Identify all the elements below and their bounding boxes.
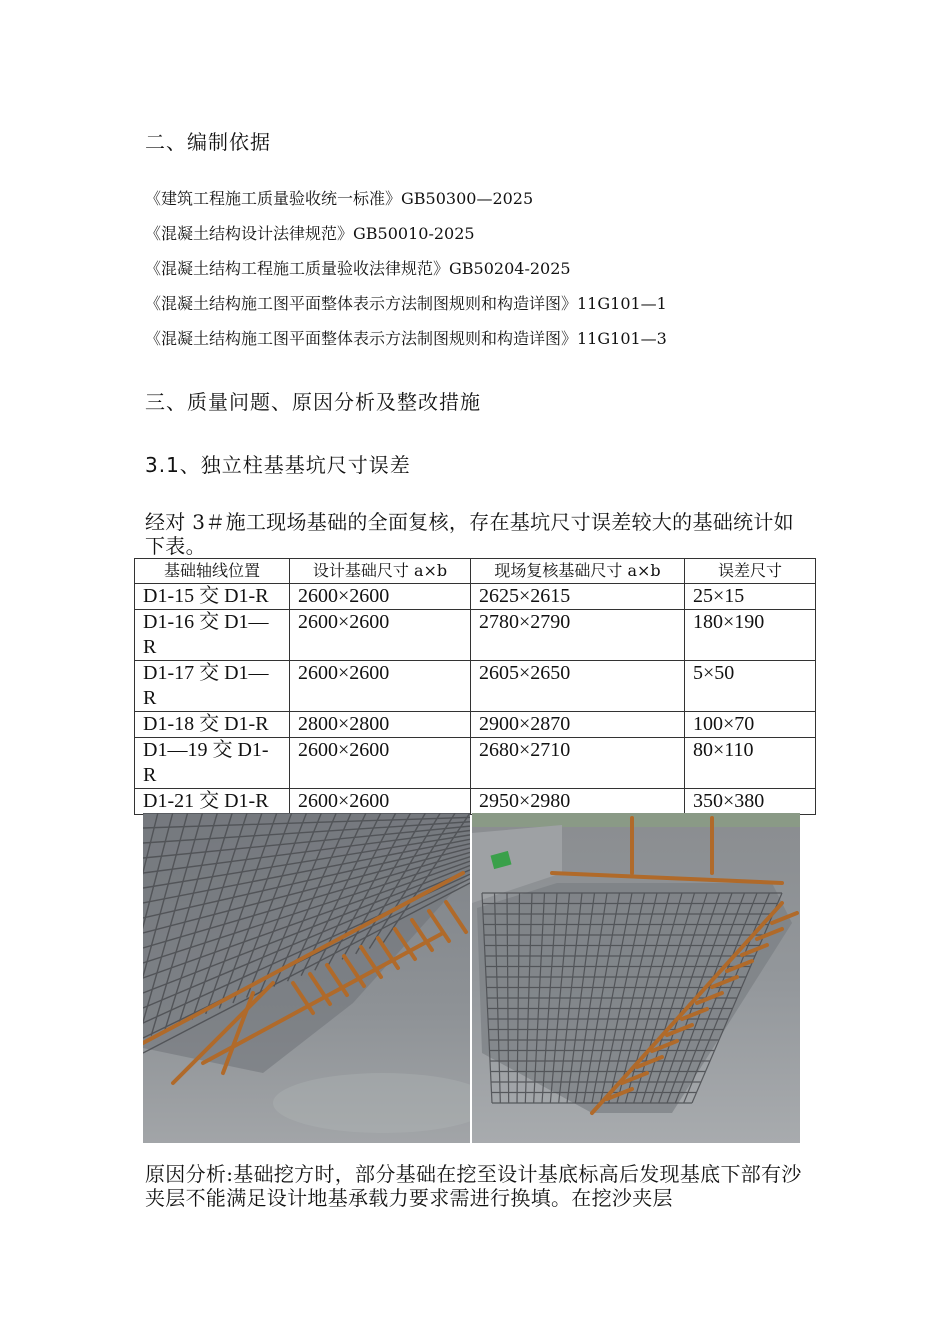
table-cell: 2950×2980	[471, 789, 685, 815]
table-cell: 2780×2790	[471, 610, 685, 661]
cause-analysis-paragraph: 原因分析:基础挖方时，部分基础在挖至设计基底标高后发现基底下部有沙夹层不能满足设计地基承载力要求需进行换填。在挖沙夹层	[145, 1162, 802, 1210]
reference-item: 《混凝土结构施工图平面整体表示方法制图规则和构造详图》11G101—1	[145, 294, 667, 313]
table-cell: 2600×2600	[290, 738, 471, 789]
table-cell: D1-21 交 D1-R	[135, 789, 290, 815]
table-cell: 2600×2600	[290, 584, 471, 610]
reference-item: 《建筑工程施工质量验收统一标准》GB50300—2025	[145, 189, 534, 208]
table-cell: 2625×2615	[471, 584, 685, 610]
column-header: 现场复核基础尺寸 a×b	[471, 559, 685, 584]
table-cell: D1-17 交 D1—R	[135, 661, 290, 712]
table-cell: 2600×2600	[290, 610, 471, 661]
table-cell: 25×15	[685, 584, 816, 610]
table-cell: 80×110	[685, 738, 816, 789]
table-cell: 2600×2600	[290, 789, 471, 815]
site-photos	[143, 813, 800, 1143]
table-row	[135, 661, 816, 712]
column-header: 误差尺寸	[685, 559, 816, 584]
section-heading-quality: 三、质量问题、原因分析及整改措施	[145, 390, 481, 414]
table-cell: 2600×2600	[290, 661, 471, 712]
table-cell: 2680×2710	[471, 738, 685, 789]
table-cell: D1-15 交 D1-R	[135, 584, 290, 610]
reference-list	[145, 188, 667, 363]
table-cell: 2800×2800	[290, 712, 471, 738]
subsection-heading-3-1: 3.1、独立柱基基坑尺寸误差	[145, 453, 411, 477]
rebar-mesh-photo-left	[143, 813, 470, 1143]
dimension-error-table	[134, 558, 816, 815]
rebar-mesh-photo-right	[472, 813, 800, 1143]
table-cell: 2900×2870	[471, 712, 685, 738]
table-row	[135, 610, 816, 661]
table-cell: D1-16 交 D1—R	[135, 610, 290, 661]
table-cell: D1—19 交 D1-R	[135, 738, 290, 789]
table-row	[135, 712, 816, 738]
reference-item: 《混凝土结构设计法律规范》GB50010-2025	[145, 224, 475, 243]
section-heading-basis: 二、编制依据	[145, 130, 271, 154]
table-header-row	[135, 559, 816, 584]
rebar-mesh-photo-left-image	[143, 813, 470, 1143]
reference-item: 《混凝土结构施工图平面整体表示方法制图规则和构造详图》11G101—3	[145, 329, 667, 348]
rebar-mesh-photo-right-image	[472, 813, 800, 1143]
table-row	[135, 789, 816, 815]
table-cell: 180×190	[685, 610, 816, 661]
column-header: 设计基础尺寸 a×b	[290, 559, 471, 584]
table-cell: 350×380	[685, 789, 816, 815]
intro-paragraph: 经对 3＃施工现场基础的全面复核，存在基坑尺寸误差较大的基础统计如下表。	[145, 510, 794, 558]
table-row	[135, 584, 816, 610]
reference-item: 《混凝土结构工程施工质量验收法律规范》GB50204-2025	[145, 259, 571, 278]
table-cell: 100×70	[685, 712, 816, 738]
column-header: 基础轴线位置	[135, 559, 290, 584]
table-cell: 5×50	[685, 661, 816, 712]
table-cell: 2605×2650	[471, 661, 685, 712]
table-row	[135, 738, 816, 789]
table-cell: D1-18 交 D1-R	[135, 712, 290, 738]
